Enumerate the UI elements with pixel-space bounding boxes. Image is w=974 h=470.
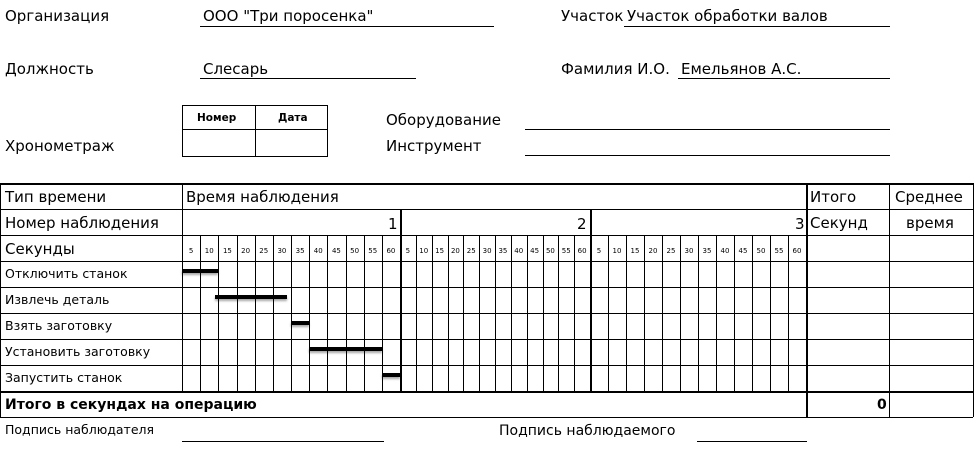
seconds-label: Секунды xyxy=(5,240,75,258)
seconds-tick: 50 xyxy=(350,247,360,255)
grid-line xyxy=(889,183,890,417)
gantt-bar xyxy=(215,295,288,299)
seconds-tick: 45 xyxy=(738,247,748,255)
grid-line xyxy=(327,235,328,391)
observation-number-3: 3 xyxy=(795,215,805,233)
seconds-tick: 50 xyxy=(756,247,766,255)
grid-line xyxy=(255,235,256,391)
seconds-tick: 50 xyxy=(545,247,555,255)
grid-line xyxy=(416,235,417,391)
position-label: Должность xyxy=(5,60,94,78)
grid-line xyxy=(608,235,609,391)
grid-line xyxy=(543,235,544,391)
gantt-bar xyxy=(182,269,218,273)
observation-time-header: Время наблюдения xyxy=(186,188,339,206)
grid-line xyxy=(574,235,575,391)
seconds-tick: 60 xyxy=(386,247,396,255)
grid-line xyxy=(448,235,449,391)
grid-line xyxy=(788,235,789,391)
grid-line xyxy=(752,235,753,391)
grid-line xyxy=(0,391,973,393)
observation-number-2: 2 xyxy=(577,215,587,233)
name-label: Фамилия И.О. xyxy=(561,60,670,78)
grid-line xyxy=(698,235,699,391)
chronometry-number-header: Номер xyxy=(197,112,237,124)
seconds-tick: 15 xyxy=(435,247,445,255)
total-row-label: Итого в секундах на операцию xyxy=(5,397,257,413)
site-label: Участок xyxy=(561,7,624,25)
grid-line xyxy=(0,287,973,288)
grid-line xyxy=(590,209,592,391)
operation-label: Запустить станок xyxy=(5,370,123,385)
chronometry-date-header: Дата xyxy=(278,112,308,124)
seconds-tick: 45 xyxy=(530,247,540,255)
seconds-tick: 25 xyxy=(666,247,676,255)
grid-line xyxy=(0,365,973,366)
seconds-tick: 10 xyxy=(612,247,622,255)
grid-line xyxy=(0,417,973,418)
grid-line xyxy=(218,235,219,391)
grid-line xyxy=(0,183,973,185)
organization-value[interactable]: ООО "Три поросенка" xyxy=(203,7,374,25)
seconds-tick: 60 xyxy=(577,247,587,255)
observation-number-label: Номер наблюдения xyxy=(5,214,159,232)
position-value[interactable]: Слесарь xyxy=(203,60,269,78)
grid-line xyxy=(770,235,771,391)
seconds-tick: 15 xyxy=(630,247,640,255)
grid-line xyxy=(716,235,717,391)
seconds-tick: 40 xyxy=(720,247,730,255)
grid-line xyxy=(558,235,559,391)
observed-signature-label: Подпись наблюдаемого xyxy=(499,423,676,439)
seconds-tick: 15 xyxy=(222,247,232,255)
grid-line xyxy=(0,339,973,340)
seconds-tick: 10 xyxy=(419,247,429,255)
gantt-bar xyxy=(382,373,400,377)
seconds-tick: 40 xyxy=(514,247,524,255)
seconds-tick: 30 xyxy=(482,247,492,255)
gantt-bar xyxy=(309,347,382,351)
average-time-subheader: время xyxy=(906,214,954,232)
seconds-tick: 25 xyxy=(466,247,476,255)
seconds-tick: 25 xyxy=(259,247,269,255)
grid-line xyxy=(511,235,512,391)
grid-line xyxy=(662,235,663,391)
grid-line xyxy=(273,235,274,391)
grid-line xyxy=(479,235,480,391)
total-header: Итого xyxy=(810,188,857,206)
grid-line xyxy=(291,235,292,391)
seconds-tick: 30 xyxy=(277,247,287,255)
seconds-tick: 60 xyxy=(792,247,802,255)
grid-line xyxy=(806,183,808,417)
grid-line xyxy=(432,235,433,391)
tool-label: Инструмент xyxy=(386,137,482,155)
seconds-tick: 5 xyxy=(596,247,602,255)
grid-line xyxy=(400,209,402,391)
seconds-tick: 40 xyxy=(313,247,323,255)
observer-signature-label: Подпись наблюдателя xyxy=(5,422,155,437)
operation-label: Взять заготовку xyxy=(5,318,113,333)
site-value[interactable]: Участок обработки валов xyxy=(627,7,828,25)
grid-line xyxy=(527,235,528,391)
name-value[interactable]: Емельянов А.С. xyxy=(681,60,802,78)
seconds-tick: 55 xyxy=(774,247,784,255)
chronometry-label: Хронометраж xyxy=(5,137,115,155)
observation-number-1: 1 xyxy=(388,215,398,233)
operation-label: Извлечь деталь xyxy=(5,292,110,307)
grid-line xyxy=(626,235,627,391)
grid-line xyxy=(200,235,201,391)
grid-line xyxy=(346,235,347,391)
total-row-value: 0 xyxy=(877,397,887,413)
grid-line xyxy=(0,183,1,417)
gantt-bar xyxy=(291,321,309,325)
grid-line xyxy=(495,235,496,391)
seconds-tick: 55 xyxy=(368,247,378,255)
grid-line xyxy=(644,235,645,391)
grid-line xyxy=(680,235,681,391)
seconds-tick: 20 xyxy=(241,247,251,255)
operation-label: Отключить станок xyxy=(5,266,128,281)
time-type-header: Тип времени xyxy=(5,188,107,206)
seconds-tick: 35 xyxy=(702,247,712,255)
seconds-tick: 30 xyxy=(684,247,694,255)
seconds-tick: 35 xyxy=(295,247,305,255)
grid-line xyxy=(382,235,383,391)
seconds-tick: 20 xyxy=(450,247,460,255)
seconds-tick: 10 xyxy=(204,247,214,255)
equipment-label: Оборудование xyxy=(386,111,501,129)
observer-signature-line[interactable] xyxy=(182,441,384,442)
grid-line xyxy=(0,209,973,210)
grid-line xyxy=(463,235,464,391)
grid-line xyxy=(734,235,735,391)
total-seconds-subheader: Секунд xyxy=(810,214,868,232)
organization-label: Организация xyxy=(5,7,110,25)
grid-line xyxy=(0,261,973,262)
grid-line xyxy=(0,313,973,314)
operation-label: Установить заготовку xyxy=(5,344,151,359)
seconds-tick: 35 xyxy=(498,247,508,255)
grid-line xyxy=(0,235,973,236)
seconds-tick: 20 xyxy=(648,247,658,255)
seconds-tick: 55 xyxy=(561,247,571,255)
seconds-tick: 5 xyxy=(405,247,411,255)
seconds-tick: 5 xyxy=(188,247,194,255)
seconds-tick: 45 xyxy=(331,247,341,255)
average-header: Среднее xyxy=(895,188,963,206)
grid-line xyxy=(182,183,183,391)
grid-line xyxy=(364,235,365,391)
observed-signature-line[interactable] xyxy=(697,441,807,442)
grid-line xyxy=(309,235,310,391)
grid-line xyxy=(237,235,238,391)
